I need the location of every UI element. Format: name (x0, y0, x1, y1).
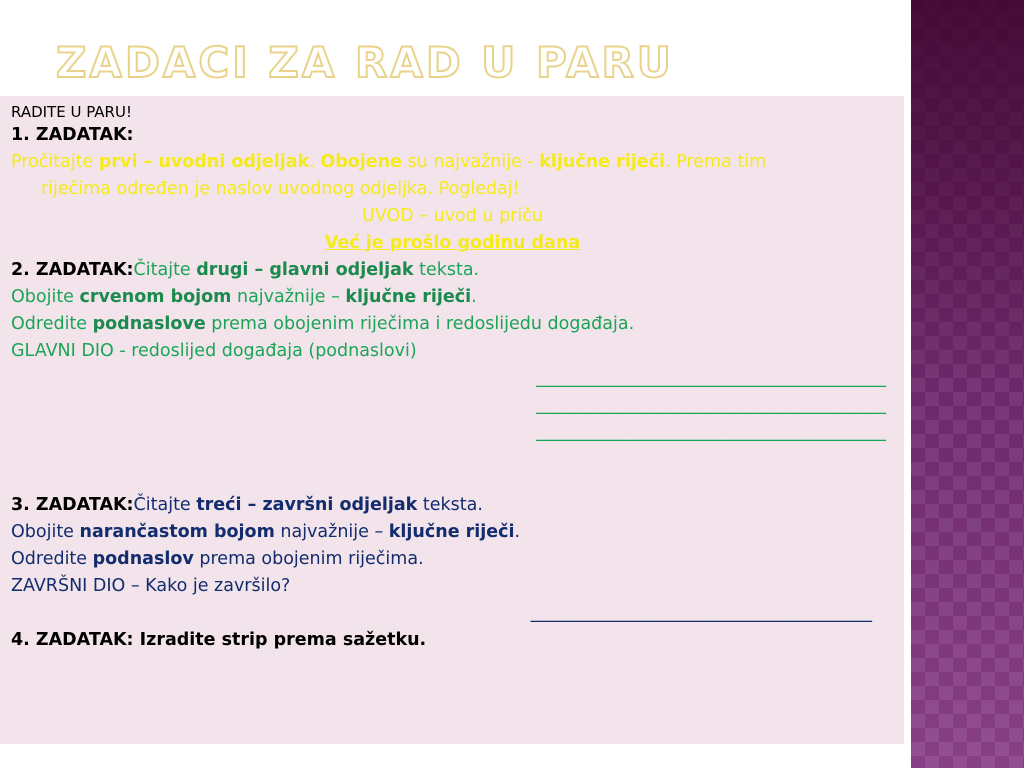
intro-text: RADITE U PARU! (11, 103, 132, 121)
task2-p1-bold: drugi – glavni odjeljak (196, 260, 414, 280)
task2-p1-end: teksta. (413, 260, 480, 280)
task3-p2-bold: narančastom bojom (79, 522, 275, 542)
task2-p2-bold: crvenom bojom (79, 287, 232, 307)
task3-answer-line: _______________________________________ (530, 603, 872, 623)
task2-answer-line-3: ________________________________________ (536, 422, 886, 442)
slide-title: ZADACI ZA RAD U PARU (56, 38, 674, 87)
task1-heading: 1. ZADATAK: (11, 125, 134, 145)
task1-p1-end: . Prema tim (665, 152, 767, 172)
task2-line1 (11, 257, 894, 284)
task1-p1-sep: . (309, 152, 321, 172)
task1-p1-mid: su najvažnije - (401, 152, 540, 172)
task2-line4: GLAVNI DIO - redoslijed događaja (podnaslovi) (11, 341, 417, 361)
task2-p3-text: Odredite (11, 314, 93, 334)
task2-p2-text: Obojite (11, 287, 80, 307)
task3-line4: ZAVRŠNI DIO – Kako je završilo? (11, 576, 291, 596)
task3-p2-end: . (514, 522, 521, 542)
task2-heading: 2. ZADATAK: (11, 260, 134, 280)
task3-line1 (11, 492, 894, 519)
task3-line3 (11, 546, 894, 573)
task2-p2-mid: najvažnije – (231, 287, 346, 307)
task1-p1-bold2: Obojene (320, 152, 402, 172)
content-box (0, 96, 904, 744)
task2-p3-end: prema obojenim riječima i redoslijedu događaja. (205, 314, 635, 334)
task1-example-title-row (11, 230, 894, 257)
task2-line3 (11, 311, 894, 338)
spacer (11, 446, 894, 492)
task3-p2-text: Obojite (11, 522, 80, 542)
task1-example-title: Već je prošlo godinu dana (324, 233, 581, 253)
task3-heading: 3. ZADATAK: (11, 495, 134, 515)
task3-p1-bold: treći – završni odjeljak (196, 495, 418, 515)
task2-p3-bold: podnaslove (92, 314, 206, 334)
task2-p2-end: . (471, 287, 477, 307)
task2-answer-line-1: ________________________________________ (536, 368, 886, 388)
task4-heading: 4. ZADATAK: Izradite strip prema sažetku. (11, 630, 427, 650)
task3-line2 (11, 519, 894, 546)
task3-p2-mid: najvažnije – (274, 522, 389, 542)
task1-uvod: UVOD – uvod u priču (362, 206, 543, 226)
task3-p2-bold2: ključne riječi (388, 522, 515, 542)
task1-p1-bold3: ključne riječi (539, 152, 666, 172)
task2-p1-text: Čitajte (133, 260, 197, 280)
task2-line2 (11, 284, 894, 311)
task2-answer-line-2: ________________________________________ (536, 395, 886, 415)
decorative-side-band (911, 0, 1024, 768)
task3-p3-bold: podnaslov (92, 549, 194, 569)
task1-p1-text: Pročitajte (11, 152, 99, 172)
task3-p1-end: teksta. (417, 495, 483, 515)
task2-p2-bold2: ključne riječi (345, 287, 472, 307)
task3-p1-text: Čitajte (133, 495, 197, 515)
task1-paragraph-line2: riječima određen je naslov uvodnog odjeljka. Pogledaj! (41, 179, 520, 199)
task3-p3-text: Odredite (11, 549, 93, 569)
task3-p3-end: prema obojenim riječima. (193, 549, 424, 569)
task1-paragraph-line1 (11, 149, 894, 176)
task1-p1-bold: prvi – uvodni odjeljak (98, 152, 310, 172)
